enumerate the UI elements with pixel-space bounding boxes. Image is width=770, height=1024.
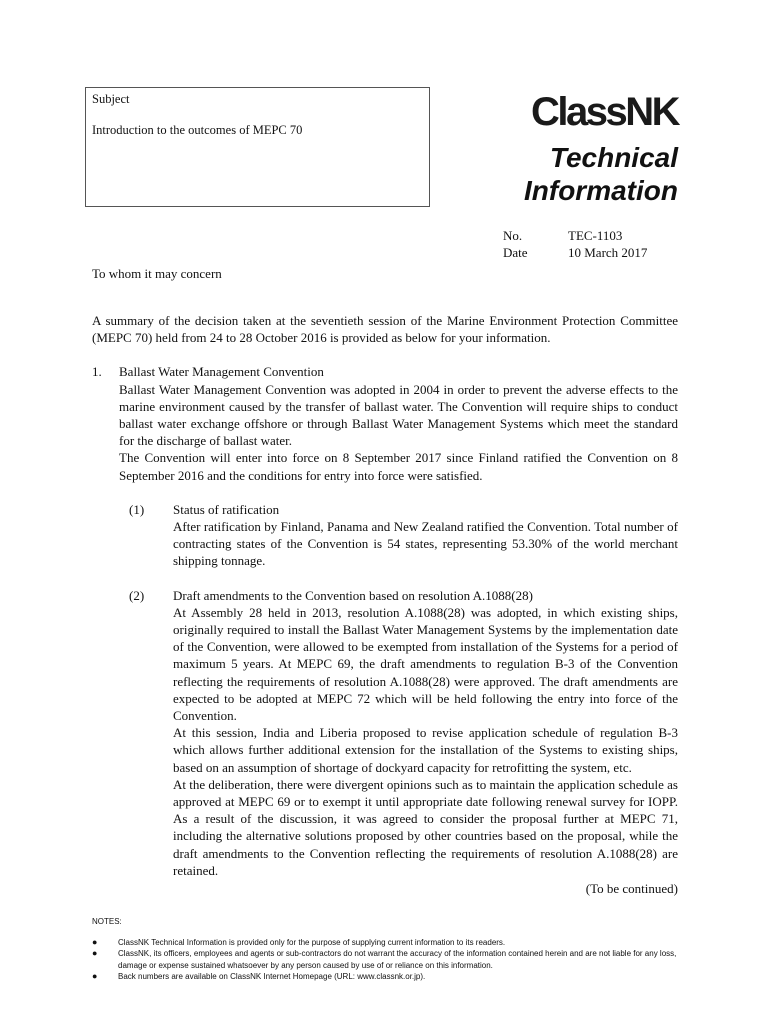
subsection-title: Draft amendments to the Convention based on resolution A.1088(28) — [173, 587, 533, 603]
subsection-paragraph: At this session, India and Liberia proposed to revise application schedule of regulation B-3 which allows further additional extension for the installation of the Systems to existing ships, based on an assumption of shortage of dockyard capacity for retrofitting the system, etc. — [173, 725, 678, 775]
date-label: Date — [503, 245, 528, 260]
note-text: ClassNK Technical Information is provided only for the purpose of supplying current information to its readers. — [118, 937, 506, 947]
note-item — [92, 937, 678, 949]
subject-box — [85, 87, 430, 207]
date-value: 10 March 2017 — [568, 245, 648, 260]
title-line-1: Technical — [549, 142, 678, 173]
notes-section — [92, 916, 678, 983]
section-title: Ballast Water Management Convention — [119, 364, 324, 380]
subject-label: Subject — [92, 92, 130, 106]
continued-label: (To be continued) — [585, 881, 678, 896]
subsection-paragraph: At Assembly 28 held in 2013, resolution A.1088(28) was adopted, in which existing ships, originally required to install the Ballast Water Management Systems by the implementation date of the Convention, were allowed to be exempted from installation of the Systems for a period of maximum 5 years. At MEPC 69, the draft amendments to regulation B-3 of the Convention reflecting the requirements of resolution A.1088(28) were approved. The draft amendments are expected to be adopted at MEPC 72 which will be held following the entry into force of the Convention. — [173, 604, 678, 724]
bullet-icon: ● — [92, 971, 98, 981]
subsection-paragraph: At the deliberation, there were divergent opinions such as to maintain the application schedule as approved at MEPC 69 or to exempt it until appropriate date following renewal survey for IOPP. As a result of the discussion, it was agreed to consider the proposal further at MEPC 71, including the alternative solutions proposed by other countries based on the proposal, while the draft amendments to the Convention reflecting the requirements of resolution A.1088(28) are retained. — [173, 776, 678, 878]
subsection-number: (1) — [129, 501, 145, 517]
note-item — [92, 948, 678, 971]
number-value: TEC-1103 — [568, 228, 623, 243]
section-paragraph: Ballast Water Management Convention was adopted in 2004 in order to prevent the adverse effects to the marine environment caused by the transfer of ballast water. The Convention will require ships to conduct ballast water exchange offshore or through Ballast Water Management Systems which meet the standard for the discharge of ballast water. — [119, 381, 678, 449]
document-meta — [503, 227, 647, 261]
subsection-paragraph: After ratification by Finland, Panama and New Zealand ratified the Convention. Total number of contracting states of the Convention is 54 states, representing 53.30% of the world merchant shipping tonnage. — [173, 519, 678, 569]
section-1 — [92, 363, 678, 879]
classnk-logo: ClassNK — [530, 90, 678, 134]
title-line-2: Information — [524, 175, 678, 206]
subsection-title: Status of ratification — [173, 501, 280, 517]
notes-heading: NOTES: — [92, 917, 122, 926]
note-text: ClassNK, its officers, employees and agents or sub-contractors do not warrant the accuracy of the information contained herein and are not liable for any loss, damage or expense sustained whatsoever by any person caused by use of or reliance on this information. — [118, 949, 677, 970]
subsection-1 — [129, 501, 678, 570]
subject-text: Introduction to the outcomes of MEPC 70 — [92, 123, 303, 137]
intro-paragraph: A summary of the decision taken at the seventieth session of the Marine Environment Protection Committee (MEPC 70) held from 24 to 28 October 2016 is provided as below for your information. — [92, 313, 678, 346]
subsection-number: (2) — [129, 587, 145, 603]
section-number: 1. — [92, 364, 102, 380]
note-text: Back numbers are available on ClassNK Internet Homepage (URL: www.classnk.or.jp). — [118, 972, 426, 981]
bullet-icon: ● — [92, 948, 98, 958]
section-paragraph: The Convention will enter into force on 8 September 2017 since Finland ratified the Convention on 8 September 2016 and the conditions for entry into force were satisfied. — [119, 450, 678, 483]
document-title — [480, 141, 678, 207]
subsection-2 — [129, 587, 678, 879]
bullet-icon: ● — [92, 936, 98, 947]
number-label: No. — [503, 228, 523, 243]
document-body — [92, 312, 678, 879]
addressee: To whom it may concern — [92, 266, 222, 281]
note-item — [92, 971, 678, 983]
